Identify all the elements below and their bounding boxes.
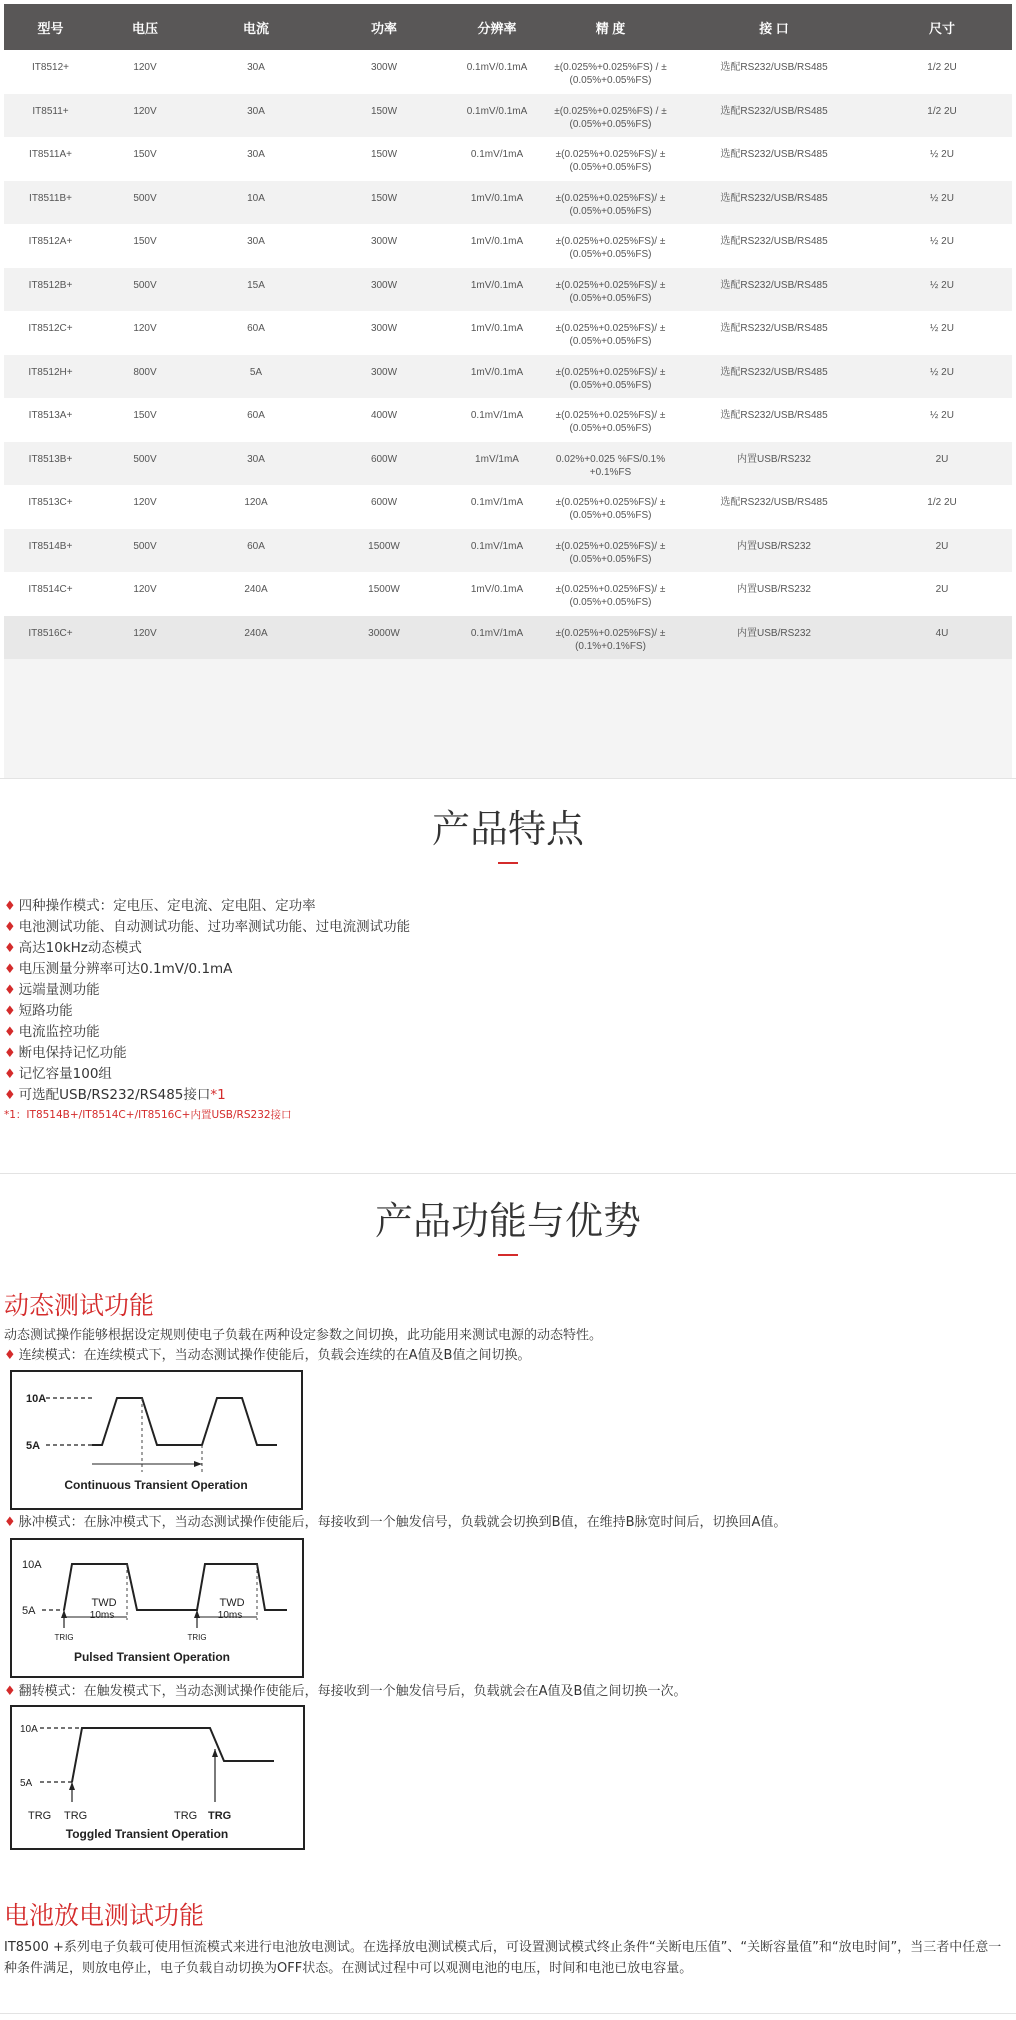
current-cell: 30A <box>247 236 265 247</box>
model-cell: IT8513C+ <box>28 497 73 508</box>
spec-table-panel <box>4 4 1012 778</box>
column-header: 型号 <box>37 20 64 36</box>
accuracy-cell: ±(0.025%+0.025%FS)/ ±(0.05%+0.05%FS) <box>555 540 666 565</box>
current-cell: 60A <box>247 540 265 552</box>
interface-cell: 内置USB/RS232 <box>737 540 811 552</box>
current-cell: 15A <box>247 279 265 291</box>
accuracy-cell: ±(0.025%+0.025%FS)/ ±(0.05%+0.05%FS) <box>555 584 666 608</box>
resolution-cell: 0.1mV/0.1mA <box>466 62 528 73</box>
current-cell: 30A <box>247 62 265 73</box>
voltage-cell: 150V <box>133 149 157 160</box>
pulsed-twd-label: TWD <box>219 1597 245 1609</box>
current-cell: 5A <box>249 366 263 378</box>
resolution-cell: 0.1mV/1mA <box>470 149 524 160</box>
toggled-trg-label: TRG <box>28 1810 52 1822</box>
resolution-cell: 1mV/0.1mA <box>470 192 524 204</box>
power-cell: 3000W <box>368 627 400 639</box>
continuous-low-label: 5A <box>26 1440 41 1452</box>
voltage-cell: 120V <box>133 62 157 73</box>
bullet-diamond-icon: ♦ <box>4 962 16 977</box>
model-cell: IT8514B+ <box>28 540 73 552</box>
size-cell: ½ 2U <box>930 236 954 247</box>
pulsed-caption: Pulsed Transient Operation <box>73 1650 231 1664</box>
column-header: 接 口 <box>759 20 789 36</box>
current-cell: 30A <box>247 105 265 117</box>
size-cell: 4U <box>935 627 949 639</box>
dynamic-test-title: 动态测试功能 <box>4 1291 155 1320</box>
voltage-cell: 500V <box>133 279 157 291</box>
interface-cell: 选配RS232/USB/RS485 <box>720 149 828 160</box>
interface-cell: 选配RS232/USB/RS485 <box>720 105 828 117</box>
pulsed-low-label: 5A <box>22 1605 36 1617</box>
feature-item: ♦ 电压测量分辨率可达0.1mV/0.1mA <box>4 961 233 977</box>
voltage-cell: 120V <box>133 323 157 334</box>
model-cell: IT8512A+ <box>28 236 73 247</box>
spec-table-header <box>4 4 1012 50</box>
bullet-diamond-icon: ♦ <box>4 941 16 956</box>
toggled-transient-diagram <box>10 1705 305 1850</box>
size-cell: ½ 2U <box>930 366 954 378</box>
resolution-cell: 1mV/0.1mA <box>470 323 524 334</box>
voltage-cell: 500V <box>133 453 157 465</box>
resolution-cell: 1mV/0.1mA <box>470 279 524 291</box>
pulsed-width-label: 10ms <box>217 1610 243 1621</box>
power-cell: 1500W <box>368 584 400 595</box>
column-header: 分辨率 <box>477 20 517 36</box>
interface-cell: 选配RS232/USB/RS485 <box>720 62 828 73</box>
power-cell: 1500W <box>368 540 400 552</box>
continuous-transient-diagram <box>10 1370 303 1510</box>
model-cell: IT8512B+ <box>28 279 73 291</box>
accuracy-cell: ±(0.025%+0.025%FS)/ ±(0.05%+0.05%FS) <box>555 323 666 347</box>
accuracy-cell: ±(0.025%+0.025%FS)/ ±(0.05%+0.05%FS) <box>555 366 666 391</box>
footnote-mark: *1 <box>210 1087 226 1103</box>
interface-cell: 选配RS232/USB/RS485 <box>720 410 828 421</box>
feature-item: ♦ 高达10kHz动态模式 <box>4 940 142 956</box>
power-cell: 600W <box>370 497 398 508</box>
power-cell: 300W <box>370 366 398 378</box>
size-cell: 1/2 2U <box>927 105 957 117</box>
bullet-diamond-icon: ♦ <box>4 1046 16 1061</box>
feature-item: ♦ 短路功能 <box>4 1003 73 1019</box>
power-cell: 150W <box>370 105 398 117</box>
spec-table <box>4 4 1012 659</box>
current-cell: 240A <box>244 627 268 639</box>
table-row <box>4 442 1012 486</box>
table-row <box>4 398 1012 442</box>
model-cell: IT8512C+ <box>28 323 73 334</box>
title-underline <box>498 1254 518 1256</box>
column-header: 尺寸 <box>928 20 955 36</box>
voltage-cell: 800V <box>133 366 157 378</box>
feature-item: ♦ 电流监控功能 <box>4 1024 100 1040</box>
functions-title: 产品功能与优势 <box>374 1199 641 1243</box>
interface-cell: 内置USB/RS232 <box>737 584 811 595</box>
toggled-trg-label: TRG <box>174 1810 198 1822</box>
power-cell: 300W <box>370 323 398 334</box>
bullet-diamond-icon: ♦ <box>4 1025 16 1040</box>
toggled-mode-text: ♦ 翻转模式：在触发模式下，当动态测试操作使能后，每接收到一个触发信号后，负载就会在A值及B值之间切换一次。 <box>4 1684 687 1699</box>
interface-cell: 选配RS232/USB/RS485 <box>720 192 828 204</box>
accuracy-cell: ±(0.025%+0.025%FS)/ ±(0.05%+0.05%FS) <box>555 236 666 260</box>
current-cell: 60A <box>247 323 265 334</box>
title-underline <box>498 862 518 864</box>
interface-cell: 选配RS232/USB/RS485 <box>720 323 828 334</box>
voltage-cell: 500V <box>133 540 157 552</box>
bullet-diamond-icon: ♦ <box>4 1088 16 1103</box>
table-row <box>4 529 1012 573</box>
pulsed-transient-diagram <box>10 1538 304 1678</box>
voltage-cell: 120V <box>133 584 157 595</box>
accuracy-cell: 0.02%+0.025 %FS/0.1% +0.1%FS <box>555 453 666 478</box>
size-cell: 1/2 2U <box>927 497 957 508</box>
toggled-high-label: 10A <box>20 1724 38 1735</box>
size-cell: 2U <box>935 584 949 595</box>
power-cell: 150W <box>370 192 398 204</box>
bullet-diamond-icon: ♦ <box>4 1004 16 1019</box>
column-header: 功率 <box>370 20 397 36</box>
resolution-cell: 0.1mV/0.1mA <box>466 105 528 117</box>
resolution-cell: 1mV/0.1mA <box>470 584 524 595</box>
feature-item: ♦ 四种操作模式：定电压、定电流、定电阻、定功率 <box>4 898 316 914</box>
current-cell: 60A <box>247 410 265 421</box>
voltage-cell: 500V <box>133 192 157 204</box>
table-row <box>4 181 1012 225</box>
toggled-trg-label: TRG <box>64 1810 88 1822</box>
table-row <box>4 311 1012 355</box>
power-cell: 600W <box>370 453 398 465</box>
voltage-cell: 150V <box>133 410 157 421</box>
table-row <box>4 137 1012 181</box>
feature-item: ♦ 远端量测功能 <box>4 982 100 998</box>
bullet-diamond-icon: ♦ <box>4 899 16 914</box>
continuous-caption: Continuous Transient Operation <box>64 1478 248 1492</box>
model-cell: IT8512+ <box>32 62 69 73</box>
interface-cell: 选配RS232/USB/RS485 <box>720 236 828 247</box>
accuracy-cell: ±(0.025%+0.025%FS)/ ±(0.1%+0.1%FS) <box>555 627 666 652</box>
power-cell: 150W <box>370 149 398 160</box>
size-cell: ½ 2U <box>930 192 954 204</box>
model-cell: IT8513B+ <box>28 453 73 465</box>
accuracy-cell: ±(0.025%+0.025%FS)/ ±(0.05%+0.05%FS) <box>555 410 666 434</box>
size-cell: 1/2 2U <box>927 62 957 73</box>
table-row <box>4 224 1012 268</box>
table-row <box>4 355 1012 399</box>
interface-cell: 选配RS232/USB/RS485 <box>720 497 828 508</box>
current-cell: 10A <box>247 192 265 204</box>
table-row <box>4 94 1012 138</box>
interface-cell: 选配RS232/USB/RS485 <box>720 366 828 378</box>
interface-cell: 内置USB/RS232 <box>737 627 811 639</box>
bullet-diamond-icon: ♦ <box>4 983 16 998</box>
pulsed-trig-label: TRIG <box>187 1633 207 1642</box>
power-cell: 300W <box>370 62 398 73</box>
feature-item: ♦ 断电保持记忆功能 <box>4 1045 127 1061</box>
table-row <box>4 572 1012 616</box>
accuracy-cell: ±(0.025%+0.025%FS)/ ±(0.05%+0.05%FS) <box>555 279 666 304</box>
voltage-cell: 120V <box>133 497 157 508</box>
table-row <box>4 485 1012 529</box>
model-cell: IT8513A+ <box>28 410 73 421</box>
accuracy-cell: ±(0.025%+0.025%FS) / ±(0.05%+0.05%FS) <box>554 62 667 86</box>
pulsed-width-label: 10ms <box>89 1610 115 1621</box>
resolution-cell: 0.1mV/1mA <box>470 627 524 639</box>
bullet-diamond-icon: ♦ <box>4 1684 16 1699</box>
size-cell: ½ 2U <box>930 149 954 160</box>
resolution-cell: 1mV/0.1mA <box>470 236 524 247</box>
accuracy-cell: ±(0.025%+0.025%FS)/ ±(0.05%+0.05%FS) <box>555 192 666 217</box>
section-divider <box>0 1173 1016 1174</box>
bullet-diamond-icon: ♦ <box>4 920 16 935</box>
column-header: 精 度 <box>595 20 626 36</box>
bullet-diamond-icon: ♦ <box>4 1515 16 1530</box>
voltage-cell: 150V <box>133 236 157 247</box>
resolution-cell: 1mV/0.1mA <box>470 366 524 378</box>
model-cell: IT8511+ <box>32 105 69 117</box>
bullet-diamond-icon: ♦ <box>4 1348 16 1363</box>
accuracy-cell: ±(0.025%+0.025%FS)/ ±(0.05%+0.05%FS) <box>555 149 666 173</box>
table-row <box>4 268 1012 312</box>
current-cell: 120A <box>244 497 268 508</box>
feature-item: ♦ 电池测试功能、自动测试功能、过功率测试功能、过电流测试功能 <box>4 919 411 935</box>
pulsed-mode-text: ♦ 脉冲模式：在脉冲模式下，当动态测试操作使能后，每接收到一个触发信号，负载就会切换到B值，在维持B脉宽时间后，切换回A值。 <box>4 1515 787 1530</box>
pulsed-high-label: 10A <box>22 1559 42 1571</box>
size-cell: 2U <box>935 453 949 465</box>
power-cell: 300W <box>370 236 398 247</box>
battery-test-text: IT8500 +系列电子负载可使用恒流模式来进行电池放电测试。在选择放电测试模式后，可设置测试模式终止条件“关断电压值”、“关断容量值”和“放电时间”，当三者中任意一种条件满足，则放电停止，电子负载自动切换为OFF状态。在测试过程中可以观测电池的电压，时间和电池已放电容量。 <box>4 1940 1002 1976</box>
feature-item: ♦ 可选配USB/RS232/RS485接口*1 <box>4 1087 226 1103</box>
current-cell: 30A <box>247 149 265 160</box>
accuracy-cell: ±(0.025%+0.025%FS)/ ±(0.05%+0.05%FS) <box>555 497 666 521</box>
resolution-cell: 0.1mV/1mA <box>470 540 524 552</box>
resolution-cell: 0.1mV/1mA <box>470 410 524 421</box>
section-divider <box>0 778 1016 779</box>
size-cell: 2U <box>935 540 949 552</box>
column-header: 电压 <box>131 20 158 36</box>
resolution-cell: 1mV/1mA <box>475 453 519 465</box>
current-cell: 240A <box>244 584 268 595</box>
continuous-mode-text: ♦ 连续模式：在连续模式下，当动态测试操作使能后，负载会连续的在A值及B值之间切换。 <box>4 1348 531 1363</box>
feature-item: ♦ 记忆容量100组 <box>4 1066 112 1082</box>
bullet-diamond-icon: ♦ <box>4 1067 16 1082</box>
interface-cell: 内置USB/RS232 <box>737 453 811 465</box>
power-cell: 400W <box>370 410 398 421</box>
toggled-caption: Toggled Transient Operation <box>65 1827 229 1841</box>
table-row <box>4 50 1012 94</box>
column-header: 电流 <box>242 20 269 36</box>
model-cell: IT8516C+ <box>28 627 73 639</box>
interface-cell: 选配RS232/USB/RS485 <box>720 279 828 291</box>
model-cell: IT8511A+ <box>29 149 72 160</box>
toggled-low-label: 5A <box>20 1778 33 1789</box>
table-row <box>4 616 1012 660</box>
size-cell: ½ 2U <box>930 323 954 334</box>
pulsed-twd-label: TWD <box>91 1597 117 1609</box>
power-cell: 300W <box>370 279 398 291</box>
toggled-trg-label: TRG <box>208 1810 232 1822</box>
voltage-cell: 120V <box>133 627 157 639</box>
feature-list <box>4 896 410 1106</box>
model-cell: IT8512H+ <box>28 366 73 378</box>
voltage-cell: 120V <box>133 105 157 117</box>
accuracy-cell: ±(0.025%+0.025%FS) / ±(0.05%+0.05%FS) <box>554 105 667 130</box>
resolution-cell: 0.1mV/1mA <box>470 497 524 508</box>
size-cell: ½ 2U <box>930 410 954 421</box>
feature-footnote: *1：IT8514B+/IT8514C+/IT8516C+内置USB/RS232接口 <box>4 1109 292 1121</box>
pulsed-trig-label: TRIG <box>54 1633 74 1642</box>
size-cell: ½ 2U <box>930 279 954 291</box>
features-title: 产品特点 <box>431 807 584 851</box>
battery-test-title: 电池放电测试功能 <box>4 1901 205 1930</box>
section-divider <box>0 2013 1016 2014</box>
current-cell: 30A <box>247 453 265 465</box>
continuous-high-label: 10A <box>26 1393 47 1405</box>
dynamic-test-intro: 动态测试操作能够根据设定规则使电子负载在两种设定参数之间切换，此功能用来测试电源的动态特性。 <box>4 1328 603 1343</box>
model-cell: IT8514C+ <box>28 584 73 595</box>
model-cell: IT8511B+ <box>29 192 72 204</box>
